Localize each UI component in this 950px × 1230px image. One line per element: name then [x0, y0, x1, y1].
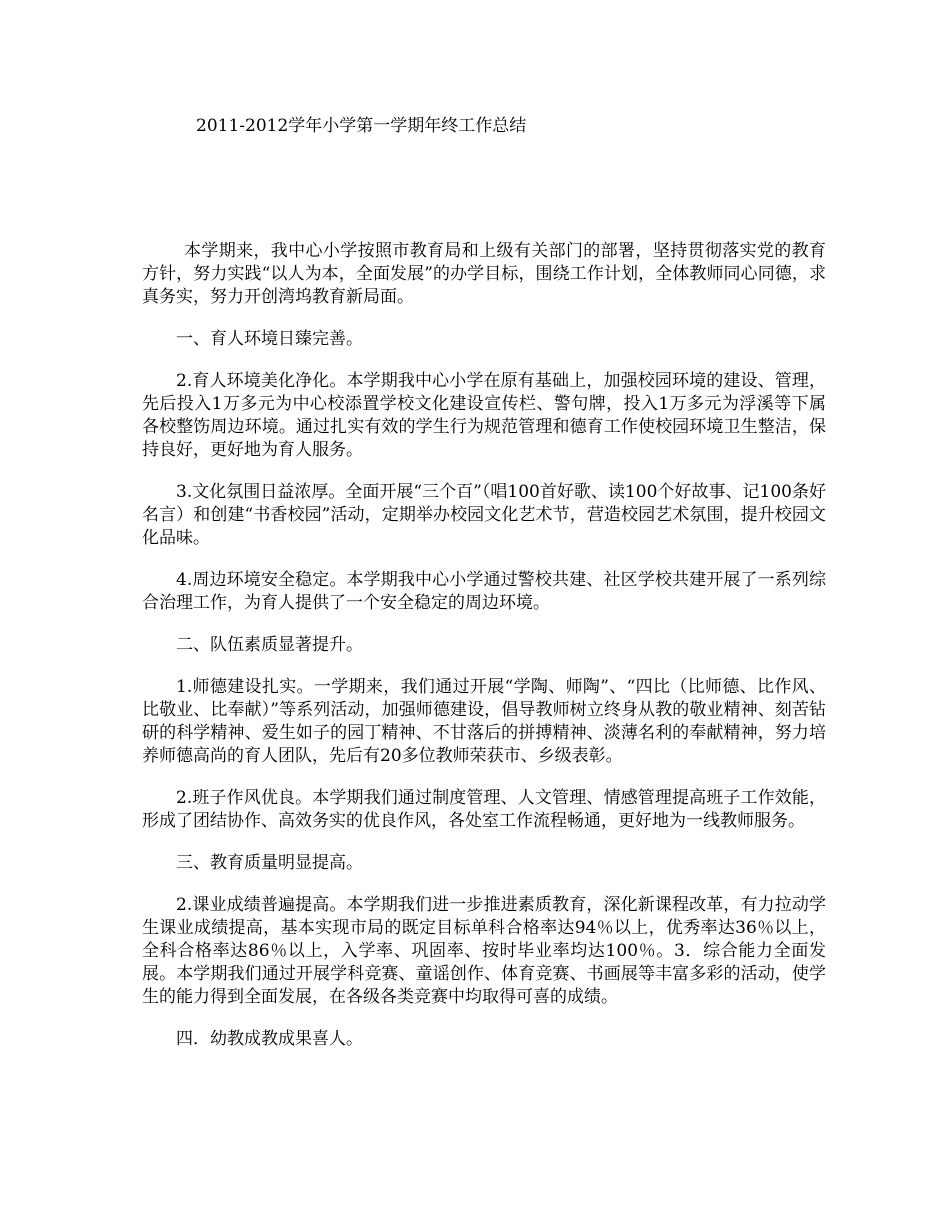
document-body	[142, 240, 826, 1070]
paragraph-cultural-atmosphere: 3.文化氛围日益浓厚。全面开展“三个百”（唱100首好歌、读100个好故事、记100条好名言）和创建“书香校园”活动，定期举办校园文化艺术节，营造校园艺术氛围，提升校园文化品味。	[142, 482, 826, 548]
paragraph-academic-results: 2.课业成绩普遍提高。本学期我们进一步推进素质教育，深化新课程改革，有力拉动学生课业成绩提高，基本实现市局的既定目标单科合格率达94％以上，优秀率达36％以上，全科合格率达86％以上，入学率、巩固率、按时毕业率均达100％。3．综合能力全面发展。本学期我们通过开展学科竞赛、童谣创作、体育竞赛、书画展等丰富多彩的活动，使学生的能力得到全面发展，在各级各类竞赛中均取得可喜的成绩。	[142, 895, 826, 1007]
intro-paragraph: 本学期来，我中心小学按照市教育局和上级有关部门的部署，坚持贯彻落实党的教育方针，努力实践“以人为本，全面发展”的办学目标，围绕工作计划，全体教师同心同德，求真务实，努力开创湾坞教育新局面。	[142, 241, 826, 307]
paragraph-teacher-ethics: 1.师德建设扎实。一学期来，我们通过开展“学陶、师陶”、“四比（比师德、比作风、比敬业、比奉献）”等系列活动，加强师德建设，倡导教师树立终身从教的敬业精神、刻苦钻研的科学精神、爱生如子的园丁精神、不甘落后的拼搏精神、淡薄名利的奉献精神，努力培养师德高尚的育人团队，先后有20多位教师荣获市、乡级表彰。	[142, 677, 826, 766]
section-heading-4: 四．幼教成教成果喜人。	[176, 1029, 363, 1049]
paragraph-leadership-style: 2.班子作风优良。本学期我们通过制度管理、人文管理、情感管理提高班子工作效能，形成了团结协作、高效务实的优良作风，各处室工作流程畅通，更好地为一线教师服务。	[142, 788, 826, 831]
paragraph-surrounding-safety: 4.周边环境安全稳定。本学期我中心小学通过警校共建、社区学校共建开展了一系列综合治理工作，为育人提供了一个安全稳定的周边环境。	[142, 570, 826, 613]
section-heading-3: 三、教育质量明显提高。	[176, 853, 363, 873]
section-heading-1: 一、育人环境日臻完善。	[176, 329, 363, 349]
document-title: 2011-2012学年小学第一学期年终工作总结	[196, 116, 527, 136]
section-heading-2: 二、队伍素质显著提升。	[176, 635, 363, 655]
paragraph-environment-beautify: 2.育人环境美化净化。本学期我中心小学在原有基础上，加强校园环境的建设、管理，先后投入1万多元为中心校添置学校文化建设宣传栏、警句牌，投入1万多元为浮溪等下属各校整饬周边环境。通过扎实有效的学生行为规范管理和德育工作使校园环境卫生整洁，保持良好，更好地为育人服务。	[142, 371, 826, 460]
